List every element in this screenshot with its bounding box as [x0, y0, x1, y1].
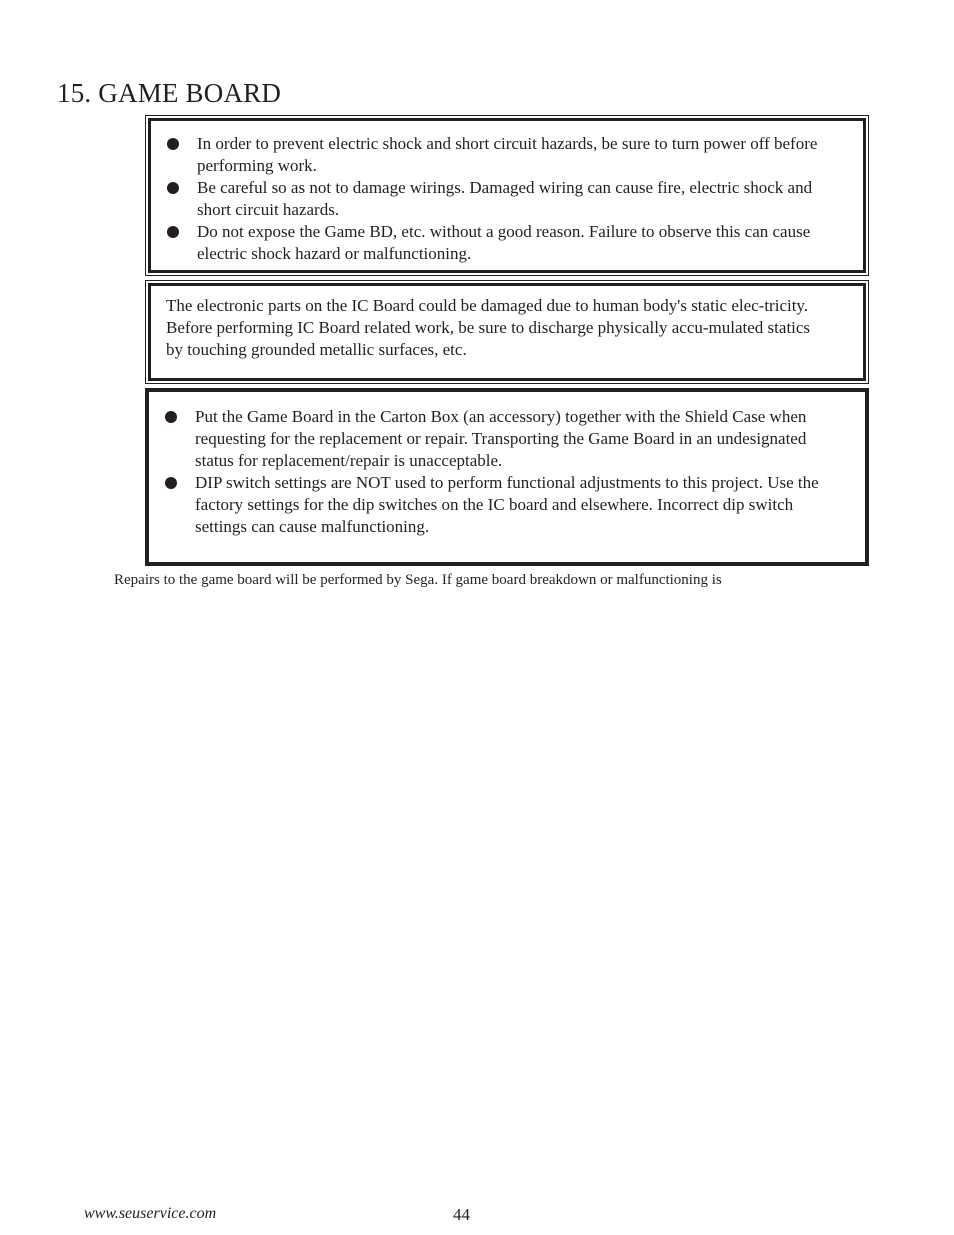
list-item	[149, 406, 841, 472]
bullet-icon	[167, 182, 179, 194]
warning-item-text: In order to prevent electric shock and short circuit hazards, be sure to turn power off before performing work.	[197, 134, 818, 175]
caution-box	[145, 280, 869, 384]
important-box	[145, 388, 869, 566]
list-item	[149, 472, 841, 538]
list-item	[151, 133, 843, 177]
list-item	[151, 221, 843, 265]
body-paragraph: Repairs to the game board will be performed by Sega. If game board breakdown or malfunctioning is	[114, 572, 722, 588]
warning-item-text: Do not expose the Game BD, etc. without a good reason. Failure to observe this can cause electric shock hazard or malfunctioning.	[197, 222, 811, 263]
section-title: 15. GAME BOARD	[57, 78, 282, 108]
important-list	[149, 406, 841, 538]
warning-box-inner	[148, 118, 866, 273]
list-item	[151, 177, 843, 221]
warning-item-text: Be careful so as not to damage wirings. Damaged wiring can cause fire, electric shock and short circuit hazards.	[197, 178, 813, 219]
page-number: 44	[453, 1205, 470, 1224]
bullet-icon	[167, 138, 179, 150]
important-item-text: DIP switch settings are NOT used to perform functional adjustments to this project. Use the factory settings for the dip switches on the IC board and elsewhere. Incorrect dip switch settings can cause malfunctioning.	[195, 473, 819, 536]
bullet-icon	[165, 411, 177, 423]
caution-box-inner	[148, 283, 866, 381]
bullet-icon	[167, 226, 179, 238]
caution-text: The electronic parts on the IC Board could be damaged due to human body's static elec-tricity. Before performing IC Board related work, be sure to discharge physically accu-mulated statics by touching grounded metallic surfaces, etc.	[166, 296, 811, 359]
bullet-icon	[165, 477, 177, 489]
important-item-text: Put the Game Board in the Carton Box (an accessory) together with the Shield Case when requesting for the replacement or repair. Transporting the Game Board in an undesignated status for replacement/repair is unacceptable.	[195, 407, 807, 470]
warning-box	[145, 115, 869, 276]
warning-list	[151, 133, 843, 265]
footer-url: www.seuservice.com	[84, 1205, 217, 1222]
